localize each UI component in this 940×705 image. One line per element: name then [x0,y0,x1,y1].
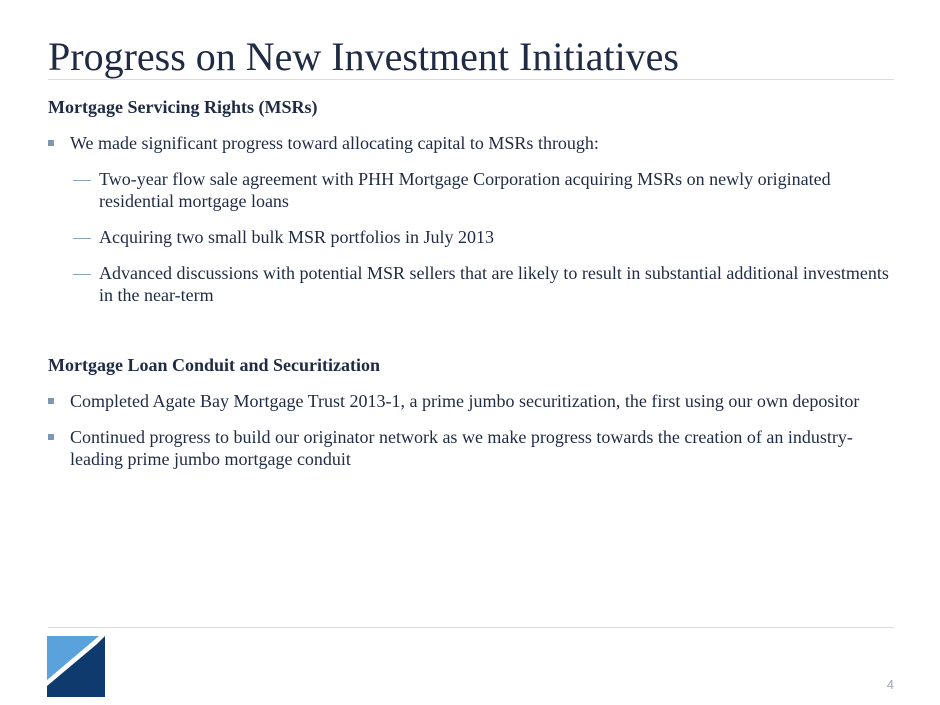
dash-icon: — [73,263,91,283]
footer-divider [48,627,894,628]
bullet-item [48,426,894,470]
sub-bullet-item [48,226,894,248]
square-bullet-icon [48,398,54,404]
slide-title: Progress on New Investment Initiatives [48,34,679,79]
square-bullet-icon [48,140,54,146]
bullet-text: Continued progress to build our originator network as we make progress towards the creation of an industry-leading prime jumbo mortgage conduit [70,427,853,469]
page-number: 4 [886,677,894,692]
dash-icon: — [73,227,91,247]
sub-bullet-text: Acquiring two small bulk MSR portfolios in July 2013 [99,227,495,247]
bullet-text: Completed Agate Bay Mortgage Trust 2013-1, a prime jumbo securitization, the first using our own depositor [70,391,860,411]
slide-content [48,96,894,470]
sub-bullet-item [48,262,894,306]
dash-icon: — [73,169,91,189]
title-divider [48,79,894,80]
section-heading-conduit: Mortgage Loan Conduit and Securitization [48,355,381,375]
company-logo-icon [47,636,105,697]
bullet-item [48,390,894,412]
section-heading-msrs: Mortgage Servicing Rights (MSRs) [48,97,318,117]
bullet-item [48,132,894,154]
sub-bullet-item [48,168,894,212]
sub-bullet-text: Advanced discussions with potential MSR sellers that are likely to result in substantial additional investments in the near-term [99,263,889,305]
square-bullet-icon [48,434,54,440]
sub-bullet-text: Two-year flow sale agreement with PHH Mortgage Corporation acquiring MSRs on newly originated residential mortgage loans [99,169,831,211]
bullet-text: We made significant progress toward allocating capital to MSRs through: [70,133,599,153]
